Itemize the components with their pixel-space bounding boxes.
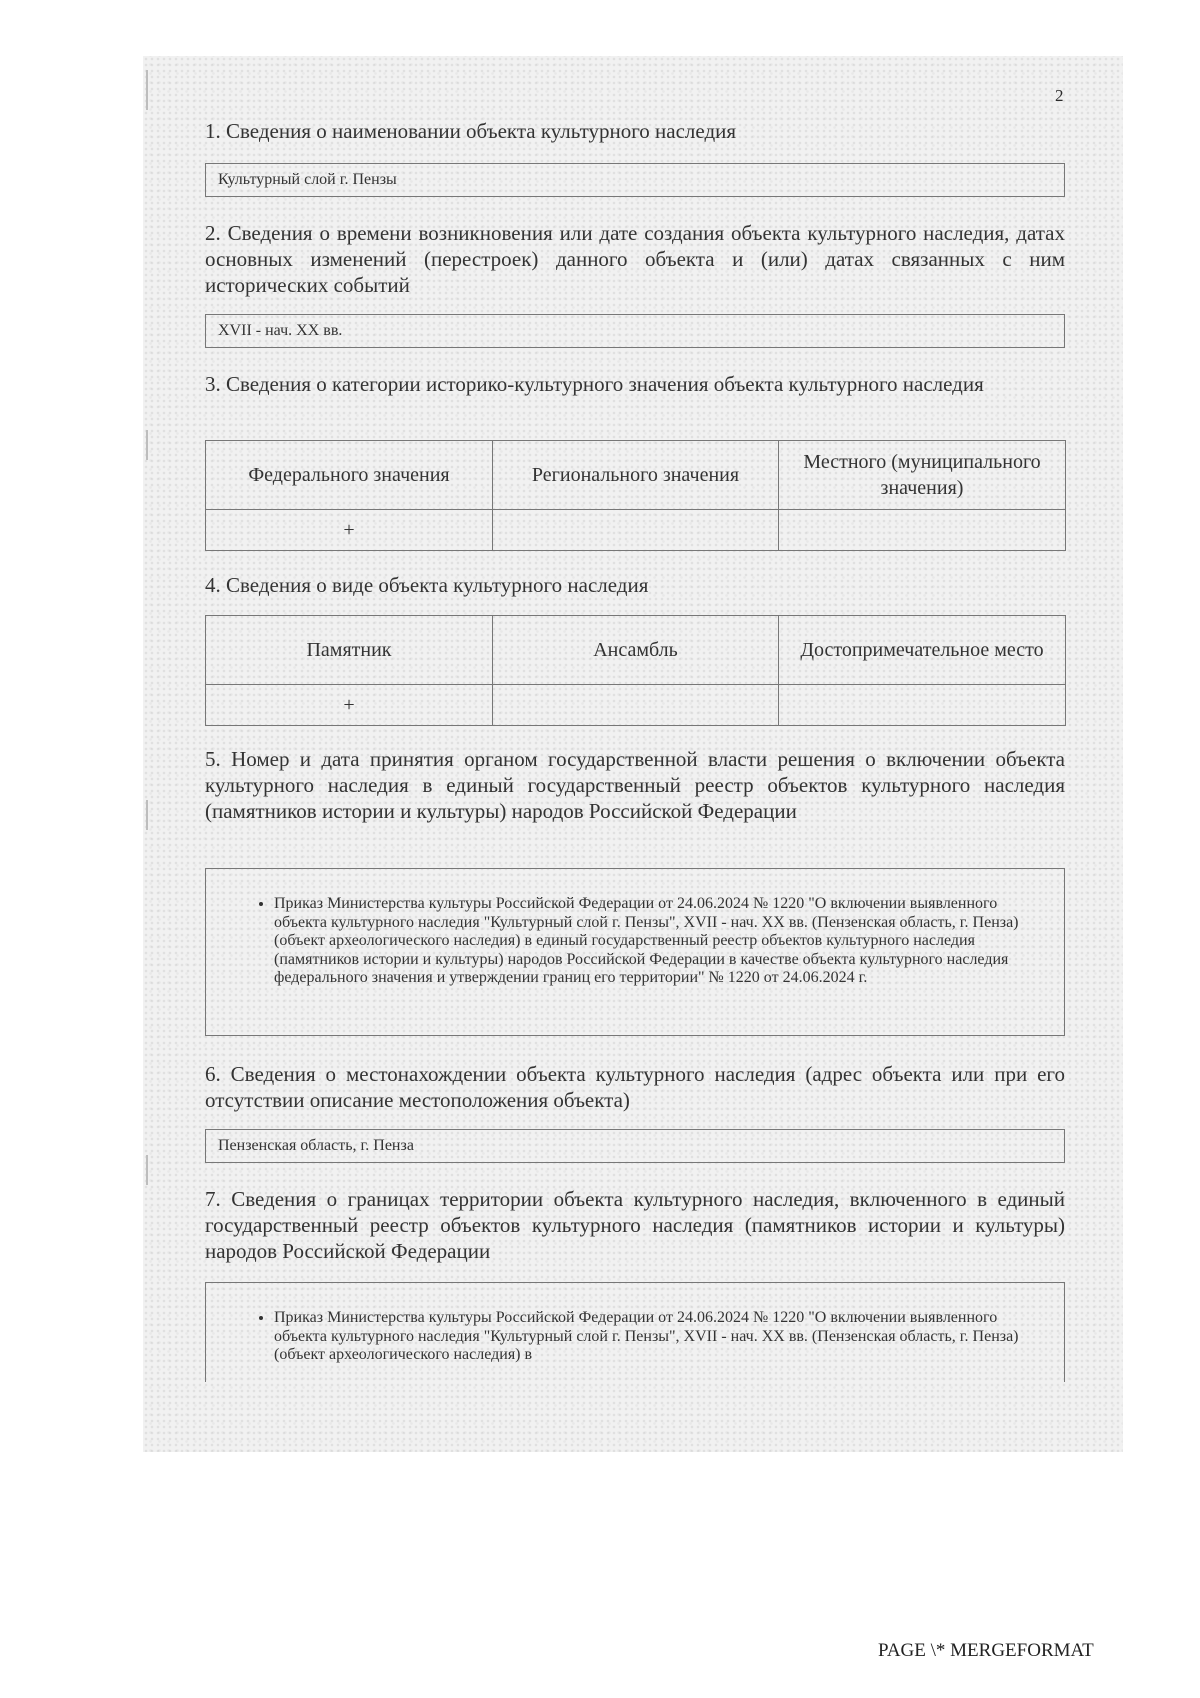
table-cell [779,685,1066,726]
table-cell [493,510,779,551]
list-item: • Приказ Министерства культуры Российской Федерации от 24.06.2024 № 1220 "О включении выявленного объекта культурного наследия "Культурный слой г. Пензы", XVII - нач. XX вв. (Пензенская область, г. Пенза) (объект археологического наследия) в единый государственный реестр объектов культурного наследия (памятников истории и культуры) народов Российской Федерации в качестве объекта культурного наследия федерального значения и утверждении границ его территории" № 1220 от 24.06.2024 г. [274,895,1034,988]
section-1-value: Культурный слой г. Пензы [205,163,1065,197]
scan-edge-mark [146,430,148,460]
section-7-heading: 7. Сведения о границах территории объекта культурного наследия, включенного в единый государственный реестр объектов культурного наследия (памятников истории и культуры) народов Российской Федерации [205,1187,1065,1263]
page-field-code: PAGE \* MERGEFORMAT [878,1640,1094,1661]
scan-edge-mark [146,800,148,830]
table-cell: + [206,510,493,551]
column-header: Памятник [206,616,493,685]
section-6-value: Пензенская область, г. Пенза [205,1129,1065,1163]
section-2-value: XVII - нач. XX вв. [205,314,1065,348]
table-cell [493,685,779,726]
column-header: Местного (муниципального значения) [779,441,1066,510]
scan-edge-mark [146,70,148,110]
column-header: Достопримечательное место [779,616,1066,685]
page-number: 2 [1055,86,1064,105]
section-5-heading: 5. Номер и дата принятия органом государственной власти решения о включении объекта культурного наследия в единый государственный реестр объектов культурного наследия (памятников истории и культуры) народов Российской Федерации [205,747,1065,823]
column-header: Регионального значения [493,441,779,510]
section-1-heading: 1. Сведения о наименовании объекта культурного наследия [205,119,737,143]
table-cell: + [206,685,493,726]
section-3-table [205,440,1066,551]
table-cell [779,510,1066,551]
section-3-heading: 3. Сведения о категории историко-культурного значения объекта культурного наследия [205,372,984,396]
list-item: • Приказ Министерства культуры Российской Федерации от 24.06.2024 № 1220 "О включении выявленного объекта культурного наследия "Культурный слой г. Пензы", XVII - нач. XX вв. (Пензенская область, г. Пенза) (объект археологического наследия) в [274,1309,1034,1365]
document-list [254,895,1034,988]
section-2-heading: 2. Сведения о времени возникновения или дате создания объекта культурного наследия, датах основных изменений (перестроек) данного объекта и (или) датах связанных с ним исторических событий [205,221,1065,297]
section-4-heading: 4. Сведения о виде объекта культурного наследия [205,573,649,597]
column-header: Ансамбль [493,616,779,685]
section-6-heading: 6. Сведения о местонахождении объекта культурного наследия (адрес объекта или при его отсутствии описание местоположения объекта) [205,1062,1065,1112]
section-4-table [205,615,1066,726]
scan-edge-mark [146,1155,148,1185]
column-header: Федерального значения [206,441,493,510]
section-7-document-box [205,1282,1065,1382]
document-list [254,1309,1034,1365]
section-5-document-box [205,868,1065,1036]
